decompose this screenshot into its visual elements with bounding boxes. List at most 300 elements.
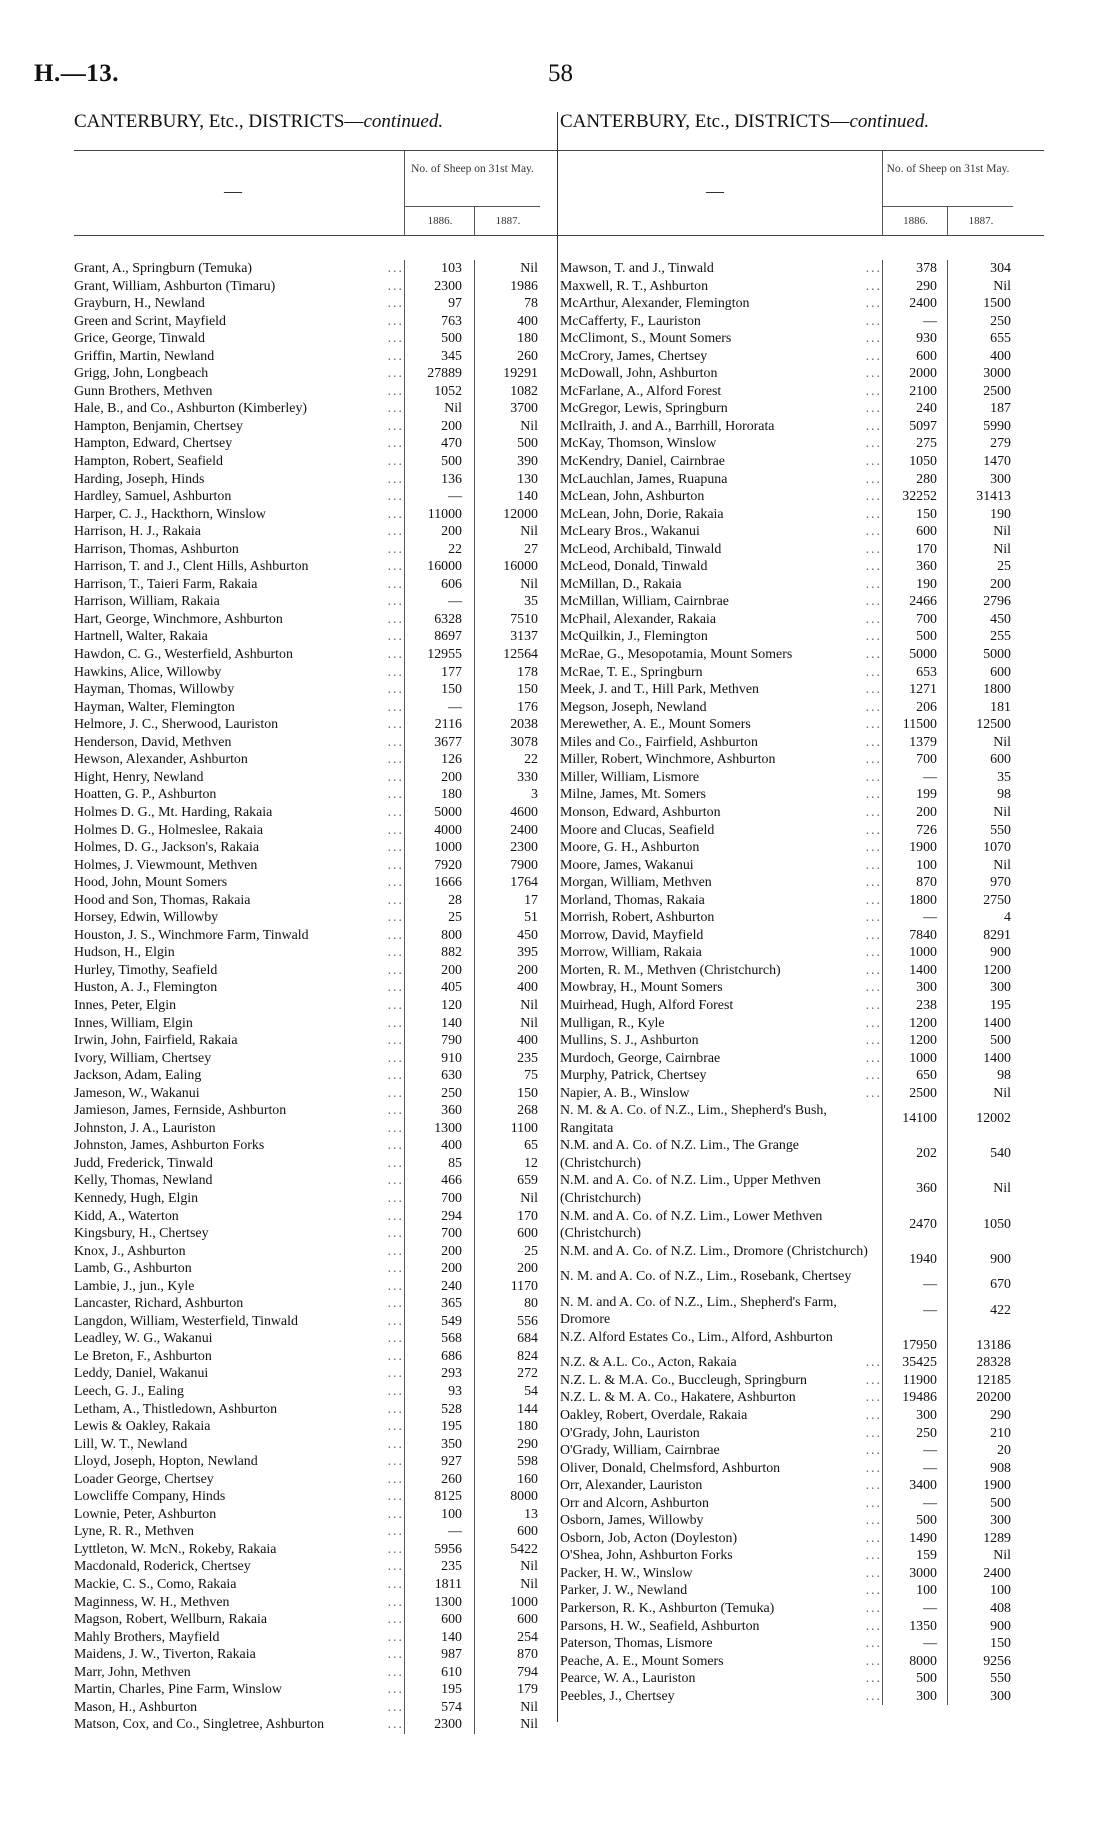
sheep-1887-cell: 180 [474,1418,540,1436]
dot-leader: ... [865,331,882,347]
sheep-1886-cell: 790 [404,1032,474,1050]
dot-leader: ... [387,1331,404,1347]
sheep-1887-cell: 659 [474,1172,540,1190]
sheep-1886-cell: 345 [404,348,474,366]
owner-name: Orr, Alexander, Lauriston [560,1477,705,1495]
table-row [560,1618,1044,1636]
sheep-1886-cell: 650 [882,1067,947,1085]
sheep-1887-cell: 1470 [947,453,1013,471]
owner-cell [560,1425,882,1443]
table-row [74,646,560,664]
sheep-1887-cell: Nil [947,857,1013,875]
sheep-1887-cell: 2400 [947,1565,1013,1583]
owner-cell [74,804,404,822]
dot-leader: ... [387,1226,404,1242]
sheep-1886-cell: 1800 [882,892,947,910]
sheep-1886-cell: 360 [882,558,947,576]
table-row [74,1681,560,1699]
sheep-1887-cell: 12564 [474,646,540,664]
dot-leader: ... [865,717,882,733]
dot-leader: ... [387,296,404,312]
table-row [74,400,560,418]
table-row [74,699,560,717]
owner-name: Kelly, Thomas, Newland [74,1172,216,1190]
owner-name: Mullins, S. J., Ashburton [560,1032,702,1050]
sheep-1886-cell: 206 [882,699,947,717]
owner-name: Lamb, G., Ashburton [74,1260,195,1278]
sheep-1887-cell: 422 [947,1294,1013,1329]
table-row [74,1365,560,1383]
sheep-1886-cell: 300 [882,979,947,997]
sheep-1887-cell: Nil [474,260,540,278]
owner-cell [74,822,404,840]
table-row [560,1172,1044,1207]
sheep-1887-cell: 19291 [474,365,540,383]
dot-leader: ... [865,1390,882,1406]
column-header [560,150,1044,236]
table-row [74,1260,560,1278]
owner-cell [560,1618,882,1636]
sheep-1886-cell: 500 [882,628,947,646]
owner-cell [74,1208,404,1226]
table-row [560,558,1044,576]
owner-cell [560,716,882,734]
sheep-1887-cell: 250 [947,313,1013,331]
sheep-1887-cell: 1050 [947,1208,1013,1243]
table-row [560,1582,1044,1600]
dot-leader: ... [387,962,404,978]
dot-leader: ... [387,1033,404,1049]
owner-name: Maidens, J. W., Tiverton, Rakaia [74,1646,259,1664]
owner-name: McArthur, Alexander, Flemington [560,295,752,313]
sheep-1886-cell: — [882,1268,947,1294]
owner-cell [560,1243,882,1269]
sheep-1886-cell: 19486 [882,1389,947,1407]
sheep-1886-cell: 360 [882,1172,947,1207]
sheep-1887-cell: 908 [947,1460,1013,1478]
table-row [74,488,560,506]
dot-leader: ... [865,541,882,557]
owner-cell [74,1699,404,1717]
dot-leader: ... [865,1495,882,1511]
sheep-1886-cell: — [882,769,947,787]
sheep-1886-cell: 11000 [404,506,474,524]
dot-leader: ... [865,1548,882,1564]
sheep-1887-cell: 1200 [947,962,1013,980]
owner-cell [74,646,404,664]
sheep-1886-cell: 7920 [404,857,474,875]
sheep-1887-cell: 400 [474,1032,540,1050]
table-row [560,681,1044,699]
dot-leader: ... [387,1103,404,1119]
owner-cell [560,1067,882,1085]
dot-leader: ... [865,962,882,978]
sheep-1886-cell: 500 [882,1512,947,1530]
dot-leader: ... [387,454,404,470]
dot-leader: ... [387,331,404,347]
owner-cell [560,628,882,646]
dot-leader: ... [865,506,882,522]
owner-cell [74,909,404,927]
owner-name: Kennedy, Hugh, Elgin [74,1190,201,1208]
dot-leader: ... [387,840,404,856]
owner-cell [560,646,882,664]
owner-name: Parkerson, R. K., Ashburton (Temuka) [560,1600,777,1618]
table-row [560,1653,1044,1671]
owner-cell [74,383,404,401]
sheep-1886-cell: 150 [882,506,947,524]
owner-name: Mawson, T. and J., Tinwald [560,260,717,278]
sheep-1886-cell: 235 [404,1558,474,1576]
table-row [560,1460,1044,1478]
table-row [560,1635,1044,1653]
sheep-1887-cell: 51 [474,909,540,927]
sheep-1886-cell: 1300 [404,1594,474,1612]
sheep-1886-cell: 12955 [404,646,474,664]
owner-cell [560,260,882,278]
owner-name: Kingsbury, H., Chertsey [74,1225,212,1243]
dot-leader: ... [387,1243,404,1259]
dot-leader: ... [387,1348,404,1364]
table-row [560,874,1044,892]
owner-name: N.Z. L. & M.A. Co., Buccleugh, Springburn [560,1372,810,1390]
owner-name: Maxwell, R. T., Ashburton [560,278,711,296]
sheep-1887-cell: 300 [947,979,1013,997]
owner-name: O'Grady, John, Lauriston [560,1425,703,1443]
table-row [74,593,560,611]
owner-cell [560,278,882,296]
owner-cell [74,1050,404,1068]
owner-name: Murdoch, George, Cairnbrae [560,1050,723,1068]
sheep-1886-cell: 2300 [404,278,474,296]
sheep-1886-cell: 8125 [404,1488,474,1506]
sheep-1887-cell: 1986 [474,278,540,296]
dot-leader: ... [865,752,882,768]
owner-name: N.Z. Alford Estates Co., Lim., Alford, Ashburton [560,1329,882,1347]
sheep-1886-cell: — [882,1635,947,1653]
sheep-1886-cell: 987 [404,1646,474,1664]
sheep-1886-cell: 1000 [882,1050,947,1068]
sheep-1887-cell: 500 [947,1495,1013,1513]
table-row [74,716,560,734]
table-row [560,769,1044,787]
sheep-1886-cell: 103 [404,260,474,278]
sheep-1887-cell: 900 [947,944,1013,962]
sheep-1887-cell: Nil [947,1547,1013,1565]
dot-leader: ... [387,1436,404,1452]
owner-cell [74,400,404,418]
sheep-1887-cell: 78 [474,295,540,313]
owner-cell [560,839,882,857]
sheep-1886-cell: 280 [882,471,947,489]
owner-name: Green and Scrint, Mayfield [74,313,229,331]
table-row [74,278,560,296]
sheep-1887-cell: 35 [947,769,1013,787]
owner-name: Morrow, William, Rakaia [560,944,705,962]
owner-cell [560,1477,882,1495]
sheep-1887-cell: 100 [947,1582,1013,1600]
table-row [560,716,1044,734]
year-1886-header: 1886. [882,207,948,235]
owner-cell [74,1032,404,1050]
sheep-1887-cell: 200 [474,962,540,980]
sheep-1887-cell: 450 [474,927,540,945]
sheep-1887-cell: 2038 [474,716,540,734]
table-row [74,1225,560,1243]
dot-leader: ... [387,1541,404,1557]
dot-leader: ... [865,261,882,276]
sheep-1886-cell: 470 [404,435,474,453]
sheep-1886-cell: 150 [404,681,474,699]
owner-name: McKay, Thomson, Winslow [560,435,719,453]
owner-cell [560,558,882,576]
table-row [560,278,1044,296]
owner-cell [74,944,404,962]
dot-leader: ... [387,1015,404,1031]
table-row [560,1407,1044,1425]
owner-name: Osborn, Job, Acton (Doyleston) [560,1530,740,1548]
sheep-1887-cell: 254 [474,1629,540,1647]
table-row [74,295,560,313]
dot-leader: ... [865,1443,882,1459]
sheep-1887-cell: 550 [947,1670,1013,1688]
sheep-1886-cell: 200 [882,804,947,822]
sheep-1886-cell: 549 [404,1313,474,1331]
dot-leader: ... [387,366,404,382]
table-row [74,1032,560,1050]
year-1887-header: 1887. [947,207,1014,235]
table-row [74,1646,560,1664]
sheep-1886-cell: 4000 [404,822,474,840]
owner-cell [560,909,882,927]
owner-cell [74,1418,404,1436]
sheep-1887-cell: 7900 [474,857,540,875]
dot-leader: ... [387,1664,404,1680]
sheep-1886-cell: 1811 [404,1576,474,1594]
sheep-1886-cell: 2470 [882,1208,947,1243]
table-row [560,628,1044,646]
table-row [74,330,560,348]
sheep-1887-cell: 870 [474,1646,540,1664]
sheep-1886-cell: 600 [404,1611,474,1629]
owner-cell [560,435,882,453]
dot-leader: ... [387,699,404,715]
sheep-1887-cell: 187 [947,400,1013,418]
sheep-1887-cell: 54 [474,1383,540,1401]
owner-name: Hight, Henry, Newland [74,769,207,787]
sheep-1887-cell: 160 [474,1471,540,1489]
sheep-1886-cell: 1000 [882,944,947,962]
sheep-1886-cell: 126 [404,751,474,769]
sheep-1887-cell: 684 [474,1330,540,1348]
sheep-1886-cell: — [404,1523,474,1541]
owner-name: Napier, A. B., Winslow [560,1085,692,1103]
sheep-1886-cell: 294 [404,1208,474,1226]
sheep-1886-cell: 610 [404,1664,474,1682]
sheep-1887-cell: 408 [947,1600,1013,1618]
dot-leader: ... [387,945,404,961]
sheep-1887-cell: Nil [474,1015,540,1033]
owner-name: Judd, Frederick, Tinwald [74,1155,216,1173]
sheep-1886-cell: 195 [404,1418,474,1436]
dot-leader: ... [865,664,882,680]
sheep-1886-cell: 360 [404,1102,474,1120]
owner-cell [74,260,404,278]
dot-leader: ... [865,576,882,592]
owner-cell [560,997,882,1015]
sheep-1886-cell: 5000 [882,646,947,664]
sheep-1887-cell: 5990 [947,418,1013,436]
sheep-1887-cell: 150 [474,1085,540,1103]
owner-cell [560,1102,882,1137]
sheep-1887-cell: 970 [947,874,1013,892]
sheep-1886-cell: 1400 [882,962,947,980]
owner-cell [74,295,404,313]
sheep-1887-cell: 176 [474,699,540,717]
owner-name: O'Grady, William, Cairnbrae [560,1442,723,1460]
owner-name: Grant, William, Ashburton (Timaru) [74,278,278,296]
table-row [560,400,1044,418]
sheep-1887-cell: 80 [474,1295,540,1313]
owner-name: Leadley, W. G., Wakanui [74,1330,216,1348]
sheep-1887-cell: 170 [474,1208,540,1226]
owner-name: N. M. and A. Co. of N.Z., Lim., Rosebank, Chertsey [560,1268,882,1286]
table-row [74,1155,560,1173]
owner-name: Hoatten, G. P., Ashburton [74,786,219,804]
sheep-1886-cell: 290 [882,278,947,296]
owner-cell [560,400,882,418]
sheep-1886-cell: Nil [404,400,474,418]
owner-cell [74,1576,404,1594]
table-row [74,1716,560,1734]
dot-leader: ... [865,1513,882,1529]
sheep-1886-cell: 700 [882,751,947,769]
owner-cell [74,1664,404,1682]
owner-cell [74,1436,404,1454]
sheep-1886-cell: 136 [404,471,474,489]
dot-leader: ... [865,910,882,926]
sheep-1887-cell: Nil [947,1172,1013,1207]
sheep-1886-cell: 202 [882,1137,947,1172]
sheep-1887-cell: 2750 [947,892,1013,910]
sheep-1887-cell: 12500 [947,716,1013,734]
sheep-1887-cell: 20 [947,1442,1013,1460]
sheep-1887-cell: 670 [947,1268,1013,1294]
sheep-1887-cell: 1500 [947,295,1013,313]
sheep-1887-cell: 395 [474,944,540,962]
owner-cell [74,1225,404,1243]
owner-cell [560,1407,882,1425]
table-row [74,453,560,471]
sheep-1886-cell: 200 [404,418,474,436]
table-row [74,1453,560,1471]
owner-cell [74,1383,404,1401]
owner-cell [560,1208,882,1243]
table-row [74,751,560,769]
dot-leader: ... [387,1489,404,1505]
sheep-1887-cell: 200 [474,1260,540,1278]
owner-name: Jamieson, James, Fernside, Ashburton [74,1102,289,1120]
owner-name: N.M. and A. Co. of N.Z. Lim., The Grange (Christchurch) [560,1137,882,1172]
sheep-1886-cell: — [404,699,474,717]
dot-leader: ... [865,945,882,961]
table-row [560,313,1044,331]
dot-leader: ... [865,840,882,856]
table-row [560,453,1044,471]
owner-name: Mackie, C. S., Como, Rakaia [74,1576,239,1594]
sheep-1887-cell: 1070 [947,839,1013,857]
table-row [560,699,1044,717]
sheep-1887-cell: 600 [947,751,1013,769]
owner-name: Harrison, T. and J., Clent Hills, Ashburton [74,558,311,576]
dot-leader: ... [865,1530,882,1546]
sheep-1886-cell: 466 [404,1172,474,1190]
sheep-1886-cell: 600 [882,523,947,541]
owner-cell [74,1015,404,1033]
sheep-1887-cell: Nil [474,523,540,541]
table-row [560,1670,1044,1688]
owner-cell [74,1558,404,1576]
owner-cell [560,506,882,524]
owner-name: Mahly Brothers, Mayfield [74,1629,222,1647]
sheep-1887-cell: 300 [947,1512,1013,1530]
sheep-1887-cell: 3000 [947,365,1013,383]
dot-leader: ... [387,629,404,645]
owner-cell [74,1594,404,1612]
owner-name: Hayman, Walter, Flemington [74,699,238,717]
sheep-1886-cell: 200 [404,962,474,980]
sheep-1887-cell: 210 [947,1425,1013,1443]
owner-cell [560,1530,882,1548]
owner-name: Parker, J. W., Newland [560,1582,690,1600]
owner-name: McFarlane, A., Alford Forest [560,383,724,401]
owner-name: Harding, Joseph, Hinds [74,471,207,489]
owner-cell [74,1506,404,1524]
sheep-1887-cell: Nil [947,541,1013,559]
owner-name: Hardley, Samuel, Ashburton [74,488,234,506]
owner-cell [74,786,404,804]
sheep-1886-cell: 260 [404,1471,474,1489]
owner-name: McGregor, Lewis, Springburn [560,400,731,418]
owner-name: Harrison, William, Rakaia [74,593,223,611]
table-row [560,541,1044,559]
sheep-1886-cell: 180 [404,786,474,804]
owner-name: Moore, G. H., Ashburton [560,839,702,857]
owner-name: Hood and Son, Thomas, Rakaia [74,892,253,910]
owner-cell [560,1442,882,1460]
table-row [74,1699,560,1717]
owner-cell [560,681,882,699]
dot-leader: ... [865,769,882,785]
sheep-1886-cell: 2100 [882,383,947,401]
owner-name: Maginness, W. H., Methven [74,1594,233,1612]
owner-name: Kidd, A., Waterton [74,1208,182,1226]
owner-cell [74,681,404,699]
owner-name: N.Z. & A.L. Co., Acton, Rakaia [560,1354,740,1372]
sheep-1887-cell: 144 [474,1401,540,1419]
sheep-1886-cell: 927 [404,1453,474,1471]
sheep-1887-cell: 1100 [474,1120,540,1138]
owner-cell [74,1629,404,1647]
sheep-1887-cell: 500 [947,1032,1013,1050]
dot-leader: ... [387,524,404,540]
table-row [74,822,560,840]
owner-cell [74,576,404,594]
dot-leader: ... [865,1618,882,1634]
sheep-1887-cell: 794 [474,1664,540,1682]
owner-name: Peebles, J., Chertsey [560,1688,678,1706]
sheep-1887-cell: 4600 [474,804,540,822]
